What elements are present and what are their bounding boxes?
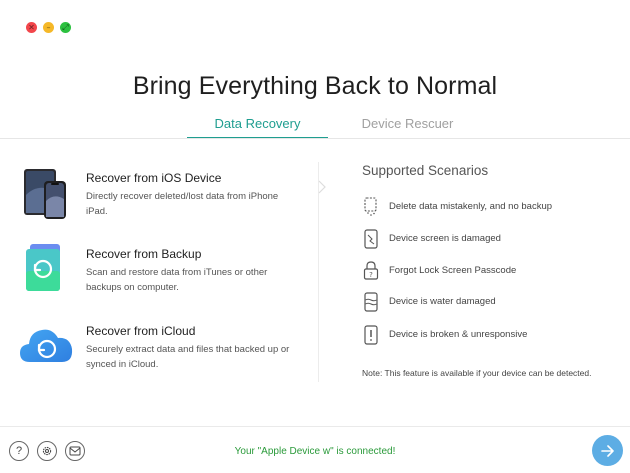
- option-title: Recover from Backup: [86, 247, 202, 261]
- option-title: Recover from iCloud: [86, 324, 196, 338]
- option-description: Securely extract data and files that backed up or synced in iCloud.: [86, 344, 290, 370]
- tab-bar: [0, 116, 630, 139]
- scenario-item: [362, 229, 622, 251]
- scenario-text: Device is broken & unresponsive: [389, 329, 528, 340]
- lock-icon: [362, 261, 380, 281]
- recover-from-backup-option[interactable]: [18, 241, 308, 301]
- scenario-text: Forgot Lock Screen Passcode: [389, 265, 517, 276]
- recover-from-icloud-option[interactable]: [18, 318, 308, 378]
- icloud-icon: [18, 318, 74, 374]
- option-description: Scan and restore data from iTunes or other backups on computer.: [86, 267, 268, 293]
- backup-file-icon: [18, 241, 74, 297]
- connection-status: Your "Apple Device w" is connected!: [234, 446, 396, 457]
- recover-from-ios-device-option[interactable]: [18, 165, 308, 225]
- tab-data-recovery[interactable]: Data Recovery: [187, 116, 328, 139]
- scenario-text: Delete data mistakenly, and no backup: [389, 201, 553, 212]
- arrow-right-icon: [601, 445, 615, 457]
- panel-divider: [318, 162, 319, 382]
- deleted-data-icon: [362, 197, 380, 217]
- footer-divider: [0, 426, 630, 427]
- scenarios-note: Note: This feature is available if your device can be detected.: [362, 368, 592, 378]
- scenario-item: [362, 325, 622, 347]
- scenario-item: [362, 292, 622, 314]
- window-controls: [26, 22, 71, 33]
- broken-device-icon: [362, 325, 380, 345]
- scenario-item: [362, 197, 622, 219]
- svg-text:?: ?: [369, 271, 373, 279]
- scenario-text: Device is water damaged: [389, 296, 496, 307]
- page-title: Bring Everything Back to Normal: [132, 72, 498, 100]
- damaged-screen-icon: [362, 229, 380, 249]
- minimize-window-icon[interactable]: –: [43, 22, 54, 33]
- scenario-item: [362, 261, 622, 283]
- option-description: Directly recover deleted/lost data from iPhone iPad.: [86, 191, 279, 217]
- help-icon: ?: [15, 445, 23, 457]
- scenarios-heading: Supported Scenarios: [362, 163, 489, 178]
- next-button[interactable]: [592, 435, 623, 466]
- iphone-ipad-icon: [18, 165, 74, 221]
- close-window-icon[interactable]: ✕: [26, 22, 37, 33]
- tab-device-rescuer[interactable]: Device Rescuer: [361, 116, 454, 131]
- chevron-right-icon: [318, 180, 326, 194]
- zoom-window-icon[interactable]: ⤢: [60, 22, 71, 33]
- tab-divider: [0, 138, 630, 139]
- water-damage-icon: [362, 292, 380, 312]
- option-title: Recover from iOS Device: [86, 171, 222, 185]
- scenario-text: Device screen is damaged: [389, 233, 501, 244]
